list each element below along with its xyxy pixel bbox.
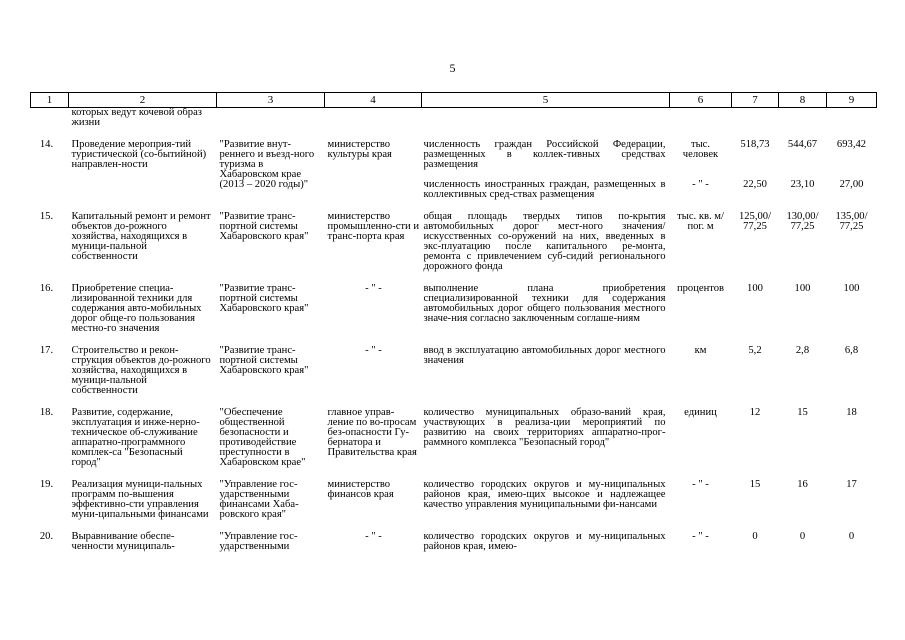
value: 0	[848, 531, 855, 542]
value: 0	[799, 531, 806, 542]
value: 16	[797, 479, 808, 490]
indicator-name: количество городских округов и му-ниципальных районов края, имею-щих высокое и надлежащее качество управления муниципальными фи-нансами	[423, 479, 666, 510]
value: 12	[749, 407, 761, 418]
value: 130,00/ 77,25	[786, 211, 819, 232]
row-number: 14.	[39, 139, 54, 150]
value: 100	[843, 283, 860, 294]
table-row	[31, 346, 877, 408]
executor-cell: министерство культуры края	[327, 139, 392, 160]
header-cell: 9	[827, 93, 877, 108]
executor-cell: министерство финансов края	[327, 479, 394, 500]
program-cell: "Управление гос-ударственными	[219, 531, 298, 552]
unit-value: процентов	[676, 283, 725, 294]
value: 15	[797, 407, 808, 418]
indicator-name: выполнение плана приобретения специализированной техники для содержания автомобильных дорог общего пользования местного значе-ния согласно заключенным соглаше-ниям	[423, 283, 666, 324]
program-cell: "Развитие транс-портной системы Хабаровского края"	[219, 283, 309, 314]
header-cell: 3	[217, 93, 325, 108]
value: 23,10	[790, 179, 815, 190]
row-number: 19.	[39, 479, 54, 490]
measure-cell: Приобретение специа-лизированной техники для содержания авто-мобильных дорог обще-го пользования местно-го значения	[71, 283, 202, 334]
value: 2,8	[795, 345, 810, 356]
executor-cell: - " -	[365, 283, 382, 294]
program-cell: "Развитие транс-портной системы Хабаровского края"	[219, 345, 309, 376]
header-cell: 6	[670, 93, 732, 108]
program-cell: "Управление гос-ударственными финансами Хаба-ровского края"	[219, 479, 299, 520]
executor-cell: министерство промышленно-сти и транс-порта края	[327, 211, 420, 242]
value: 544,67	[787, 139, 818, 150]
unit-value: км	[694, 345, 707, 356]
indicator-name: численность иностранных граждан, размещенных в коллективных сред-ствах размещения	[423, 179, 666, 200]
measure-cell: Проведение мероприя-тий туристической (со-бытийной) направлен-ности	[71, 139, 207, 170]
indicator-cell	[422, 140, 670, 212]
value-cell	[732, 140, 779, 212]
unit-value: - " -	[692, 479, 709, 490]
indicator-name: количество муниципальных образо-ваний края, участвующих в реализа-ции мероприятий по развитию на своих территориях аппаратно-прог-раммного комплекса "Безопасный город"	[423, 407, 666, 448]
unit-cell	[670, 140, 732, 212]
measure-cell: Реализация муници-пальных программ по-вышения эффективно-сти управления муни-ципальными финансами	[71, 479, 209, 520]
table-row	[31, 284, 877, 346]
table-row	[31, 532, 877, 552]
value: 518,73	[740, 139, 770, 150]
value: 6,8	[844, 345, 859, 356]
table-row	[31, 140, 877, 212]
value: 100	[794, 283, 811, 294]
indicator-name: численность граждан Российской Федерации, размещенных в коллек-тивных средствах размещения	[423, 139, 666, 170]
unit-value: единиц	[684, 407, 717, 418]
value: 17	[846, 479, 857, 490]
unit-value: тыс. кв. м/ пог. м	[677, 211, 724, 232]
value: 100	[747, 283, 763, 294]
indicator-name: общая площадь твердых типов по-крытия автомобильных дорог мест-ного значения/искусственных со-оружений на них, введенных в экс-плуатацию после капитального ре-монта, ремонта с привлечением суб-сидий регионального дорожного фонда	[423, 211, 666, 272]
header-cell: 5	[422, 93, 670, 108]
indicator-name: ввод в эксплуатацию автомобильных дорог местного значения	[423, 345, 666, 366]
value: 15	[749, 479, 761, 490]
program-cell: "Развитие внут-реннего и въезд-ного туризма в Хабаровском крае (2013 – 2020 годы)"	[219, 139, 315, 190]
table-row	[31, 480, 877, 532]
program-cell: "Развитие транс-портной системы Хабаровского края"	[219, 211, 309, 242]
value: 125,00/ 77,25	[738, 211, 772, 232]
value-cell	[779, 140, 827, 212]
row-number: 16.	[39, 283, 54, 294]
measure-cell: Развитие, содержание, эксплуатация и инже-нерно-техническое об-служивание аппаратно-программного комплек-са "Безопасный город"	[71, 407, 200, 468]
executor-cell: - " -	[365, 531, 382, 542]
value: 5,2	[748, 345, 762, 356]
row-number: 20.	[39, 531, 54, 542]
value-cell	[827, 140, 877, 212]
header-cell: 4	[325, 93, 422, 108]
indicators-table	[30, 92, 877, 552]
value: 22,50	[743, 179, 767, 190]
table-row-continuation	[31, 108, 877, 141]
table-header-row	[31, 93, 877, 108]
row-number: 17.	[39, 345, 54, 356]
row-number: 18.	[39, 407, 54, 418]
header-cell: 2	[69, 93, 217, 108]
measure-cell: которых ведут кочевой образ жизни	[71, 107, 202, 128]
program-cell: "Обеспечение общественной безопасности и противодействие преступности в Хабаровском крае"	[219, 407, 306, 468]
value: 18	[846, 407, 857, 418]
unit-value: - " -	[692, 179, 709, 190]
header-cell: 7	[732, 93, 779, 108]
measure-cell: Строительство и рекон-струкция объектов до-рожного хозяйства, находящихся в муници-пальной собственности	[71, 345, 211, 396]
value: 0	[752, 531, 758, 542]
executor-cell: - " -	[365, 345, 382, 356]
table-row	[31, 408, 877, 480]
value: 693,42	[836, 139, 867, 150]
header-cell: 8	[779, 93, 827, 108]
unit-value: тыс. человек	[682, 139, 719, 160]
page-number: 5	[449, 61, 456, 75]
value: 135,00/ 77,25	[835, 211, 868, 232]
table-row	[31, 212, 877, 284]
measure-cell: Капитальный ремонт и ремонт объектов до-рожного хозяйства, находящихся в муници-пальной собственности	[71, 211, 211, 262]
executor-cell: главное управ-ление по во-просам без-опасности Гу-бернатора и Правительства края	[327, 407, 417, 458]
indicator-name: количество городских округов и му-ниципальных районов края, имею-	[423, 531, 666, 552]
value: 27,00	[839, 179, 864, 190]
row-number: 15.	[39, 211, 54, 222]
header-cell: 1	[31, 93, 69, 108]
measure-cell: Выравнивание обеспе-ченности муниципаль-	[71, 531, 175, 552]
unit-value: - " -	[692, 531, 709, 542]
